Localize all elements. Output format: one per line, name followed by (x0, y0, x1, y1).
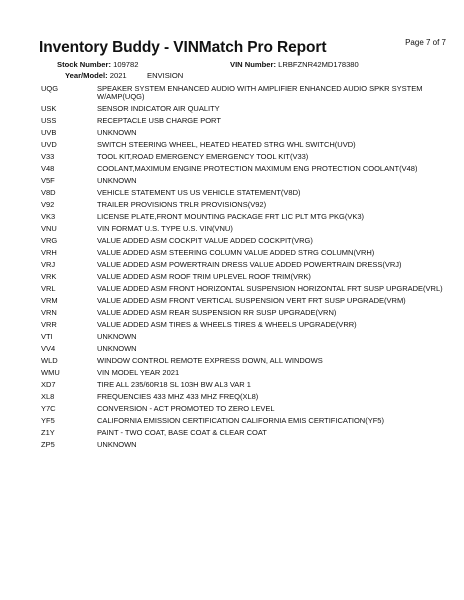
year-model (65, 71, 127, 80)
option-description: TRAILER PROVISIONS TRLR PROVISIONS(V92) (97, 200, 267, 210)
code-row (41, 439, 444, 451)
code-row (41, 379, 444, 391)
code-row (41, 427, 444, 439)
option-code: VRN (41, 308, 57, 318)
option-code: VRH (41, 248, 57, 258)
code-row (41, 343, 444, 355)
code-row (41, 223, 444, 235)
option-description: PAINT - TWO COAT, BASE COAT & CLEAR COAT (97, 427, 267, 437)
code-row (41, 367, 444, 379)
option-description: SENSOR INDICATOR AIR QUALITY (97, 104, 220, 114)
option-code: VNU (41, 224, 57, 234)
option-description: VEHICLE STATEMENT US US VEHICLE STATEMENT(V8D) (97, 188, 301, 198)
option-description: UNKNOWN (97, 344, 137, 354)
vin-number-label: VIN Number: (230, 60, 276, 69)
code-row (41, 140, 444, 152)
code-row (41, 83, 444, 104)
model-value: ENVISION (147, 71, 184, 80)
option-description: VALUE ADDED ASM STEERING COLUMN VALUE ADDED STRG COLUMN(VRH) (97, 248, 375, 258)
option-code: WLD (41, 356, 58, 366)
option-description: UNKNOWN (97, 439, 137, 449)
code-row (41, 391, 444, 403)
code-row (41, 175, 444, 187)
page-number: Page 7 of 7 (405, 38, 446, 47)
option-description: FREQUENCIES 433 MHZ 433 MHZ FREQ(XL8) (97, 392, 259, 401)
option-code: VRJ (41, 260, 56, 270)
option-description: VALUE ADDED ASM ROOF TRIM UPLEVEL ROOF TRIM(VRK) (97, 272, 311, 282)
option-description: CALIFORNIA EMISSION CERTIFICATION CALIFORNIA EMIS CERTIFICATION(YF5) (97, 415, 384, 425)
option-description: VALUE ADDED ASM TIRES & WHEELS TIRES & WHEELS UPGRADE(VRR) (97, 320, 357, 330)
stock-number (57, 60, 138, 69)
option-code: USK (41, 104, 57, 114)
year-model-label: Year/Model: (65, 71, 108, 80)
option-description: LICENSE PLATE,FRONT MOUNTING PACKAGE FRT LIC PLT MTG PKG(VK3) (97, 212, 364, 222)
option-description: TIRE ALL 235/60R18 SL 103H BW AL3 VAR 1 (97, 380, 251, 390)
code-row (41, 235, 444, 247)
option-code: XL8 (41, 392, 55, 401)
option-description: VALUE ADDED ASM COCKPIT VALUE ADDED COCKPIT(VRG) (97, 236, 313, 246)
option-code: UVD (41, 140, 57, 150)
option-description: VALUE ADDED ASM FRONT VERTICAL SUSPENSION VERT FRT SUSP UPGRADE(VRM) (97, 296, 406, 306)
option-code: VRR (41, 320, 57, 330)
code-row (41, 199, 444, 211)
code-row (41, 319, 444, 331)
code-row (41, 295, 444, 307)
option-code: VRL (41, 284, 56, 294)
code-row (41, 283, 444, 295)
option-description: VIN MODEL YEAR 2021 (97, 368, 180, 378)
option-description: SWITCH STEERING WHEEL, HEATED HEATED STRG WHL SWITCH(UVD) (97, 140, 356, 150)
option-description: CONVERSION - ACT PROMOTED TO ZERO LEVEL (97, 403, 275, 413)
option-code: Y7C (41, 403, 56, 413)
stock-number-label: Stock Number: (57, 60, 112, 69)
option-description: TOOL KIT,ROAD EMERGENCY EMERGENCY TOOL KIT(V33) (97, 152, 309, 162)
option-code: WMU (41, 368, 60, 378)
option-code: VRK (41, 272, 57, 282)
stock-number-value: 109782 (113, 60, 139, 69)
option-code: VTI (41, 332, 53, 342)
option-code-list (41, 83, 444, 451)
vin-number (230, 60, 359, 69)
option-description: UNKNOWN (97, 332, 137, 342)
option-code: V8D (41, 188, 56, 198)
option-code: V33 (41, 152, 55, 162)
report-title: Inventory Buddy - VINMatch Pro Report (39, 39, 327, 56)
code-row (41, 259, 444, 271)
option-code: V5F (41, 176, 55, 186)
option-code: VRM (41, 296, 58, 306)
option-description: UNKNOWN (97, 128, 137, 138)
option-description: VIN FORMAT U.S. TYPE U.S. VIN(VNU) (97, 224, 233, 234)
option-description: WINDOW CONTROL REMOTE EXPRESS DOWN, ALL WINDOWS (97, 356, 323, 366)
option-description: COOLANT,MAXIMUM ENGINE PROTECTION MAXIMUM ENG PROTECTION COOLANT(V48) (97, 164, 418, 174)
option-code: ZP5 (41, 439, 55, 449)
year-value: 2021 (109, 71, 127, 80)
code-row (41, 307, 444, 319)
code-row (41, 355, 444, 367)
code-row (41, 164, 444, 176)
code-row (41, 331, 444, 343)
option-description: VALUE ADDED ASM REAR SUSPENSION RR SUSP UPGRADE(VRN) (97, 308, 337, 318)
code-row (41, 116, 444, 128)
option-code: V92 (41, 200, 55, 210)
option-code: UVB (41, 128, 57, 138)
option-code: V48 (41, 164, 55, 174)
code-row (41, 211, 444, 223)
option-code: UQG (41, 83, 59, 93)
option-code: VK3 (41, 212, 56, 222)
option-code: USS (41, 116, 57, 126)
code-row (41, 415, 444, 427)
option-description: VALUE ADDED ASM POWERTRAIN DRESS VALUE ADDED POWERTRAIN DRESS(VRJ) (97, 260, 402, 270)
option-description: UNKNOWN (97, 176, 137, 186)
option-code: VRG (41, 236, 58, 246)
option-code: XD7 (41, 380, 56, 390)
code-row (41, 403, 444, 415)
code-row (41, 187, 444, 199)
code-row (41, 271, 444, 283)
option-description: RECEPTACLE USB CHARGE PORT (97, 116, 221, 126)
vin-number-value: LRBFZNR42MD178380 (278, 60, 359, 69)
code-row (41, 152, 444, 164)
option-description: VALUE ADDED ASM FRONT HORIZONTAL SUSPENSION HORIZONTAL FRT SUSP UPGRADE(VRL) (97, 284, 443, 294)
code-row (41, 128, 444, 140)
code-row (41, 104, 444, 116)
option-description: SPEAKER SYSTEM ENHANCED AUDIO WITH AMPLIFIER ENHANCED AUDIO SPKR SYSTEM W/AMP(UQG) (97, 83, 423, 102)
option-code: YF5 (41, 415, 55, 425)
option-code: VV4 (41, 344, 56, 354)
code-row (41, 247, 444, 259)
option-code: Z1Y (41, 427, 55, 437)
